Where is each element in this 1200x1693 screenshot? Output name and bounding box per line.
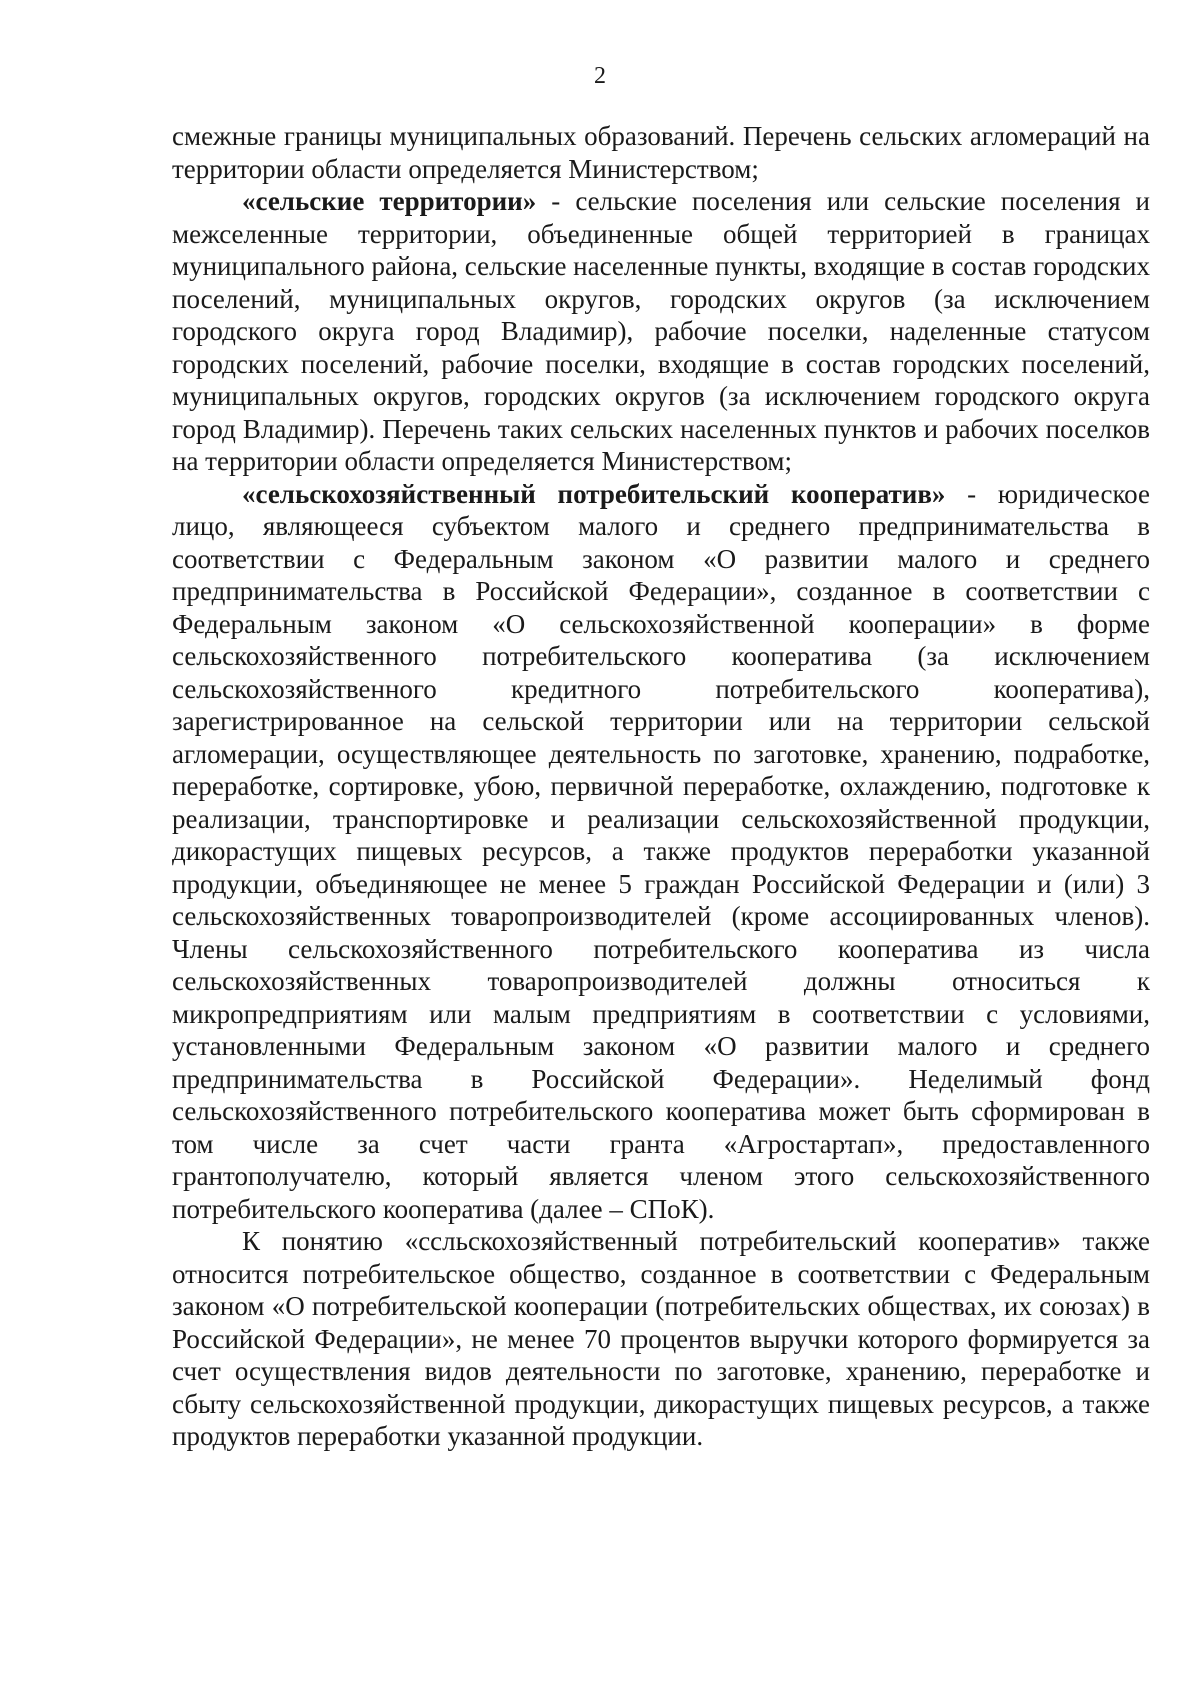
paragraph-text: смежные границы муниципальных образований. Перечень сельских агломераций на территории области определяется Министерством; [172, 121, 1150, 184]
paragraph-agglomeration-continuation [172, 120, 1150, 185]
paragraph-text: - юридическое лицо, являющееся субъектом малого и среднего предпринимательства в соответствии с Федеральным законом «О развитии малого и среднего предпринимательства в Российской Федерации», созданное в соответствии с Федеральным законом «О сельскохозяйственной кооперации» в форме сельскохозяйственного потребительского кооператива (за исключением сельскохозяйственного кредитного потребительского кооператива), зарегистрированное на сельской территории или на территории сельской агломерации, осуществляющее деятельность по заготовке, хранению, подработке, переработке, сортировке, убою, первичной переработке, охлаждению, подготовке к реализации, транспортировке и реализации сельскохозяйственной продукции, дикорастущих пищевых ресурсов, а также продуктов переработки указанной продукции, объединяющее не менее 5 граждан Российской Федерации и (или) 3 сельскохозяйственных товаропроизводителей (кроме ассоциированных членов). Члены сельскохозяйственного потребительского кооператива из числа сельскохозяйственных товаропроизводителей должны относиться к микропредприятиям или малым предприятиям в соответствии с условиями, установленными Федеральным законом «О развитии малого и среднего предпринимательства в Российской Федерации». Неделимый фонд сельскохозяйственного потребительского кооператива может быть сформирован в том числе за счет части гранта «Агростартап», предоставленного грантополучателю, который является членом этого сельскохозяйственного потребительского кооператива (далее – СПоК). [172, 478, 1150, 1224]
paragraph-text: - сельские поселения или сельские поселения и межселенные территории, объединенные общей территорией в границах муниципального района, сельские населенные пункты, входящие в состав городских поселений, муниципальных округов, городских округов (за исключением городского округа город Владимир), рабочие поселки, наделенные статусом городских поселений, рабочие поселки, входящие в состав городских поселений, муниципальных округов, городских округов (за исключением городского округа город Владимир). Перечень таких сельских населенных пунктов и рабочих поселков на территории области определяется Министерством; [172, 186, 1150, 476]
document-body [172, 120, 1150, 1453]
defined-term: «сельскохозяйственный потребительский кооператив» [242, 478, 946, 509]
defined-term: «сельские территории» [242, 186, 537, 216]
page-number: 2 [594, 63, 606, 89]
paragraph-consumer-society [172, 1225, 1150, 1453]
paragraph-rural-territories [172, 185, 1150, 478]
paragraph-text: К понятию «ссльскохозяйственный потребительский кооператив» также относится потребительское общество, созданное в соответствии с Федеральным законом «О потребительской кооперации (потребительских обществах, их союзах) в Российской Федерации», не менее 70 процентов выручки которого формируется за счет осуществления видов деятельности по заготовке, хранению, переработке и сбыту сельскохозяйственной продукции, дикорастущих пищевых ресурсов, а также продуктов переработки указанной продукции. [172, 1226, 1150, 1451]
paragraph-agricultural-cooperative [172, 478, 1150, 1226]
